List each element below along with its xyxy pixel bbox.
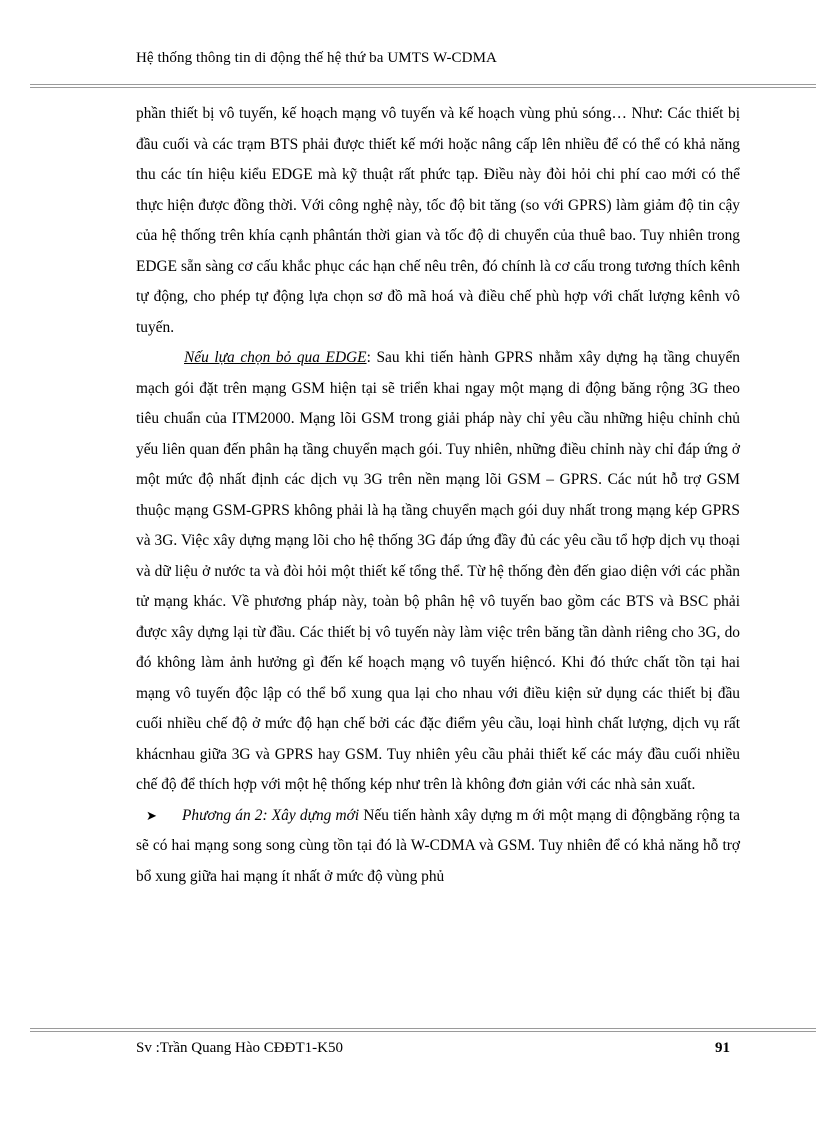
arrowhead-bullet-icon: ➤ bbox=[146, 807, 157, 823]
paragraph-3-lead: Phương án 2: Xây dựng mới bbox=[182, 806, 360, 824]
paragraph-2 bbox=[136, 343, 740, 801]
paragraph-2-lead: Nếu lựa chọn bỏ qua EDGE bbox=[184, 349, 367, 366]
paragraph-2-separator: : bbox=[366, 349, 377, 366]
running-header-title: Hệ thống thông tin di động thế hệ thứ ba UMTS W-CDMA bbox=[136, 50, 497, 66]
footer-author: Sv :Trần Quang Hào CĐĐT1-K50 bbox=[136, 1040, 343, 1056]
paragraph-3-text: Nếu tiến hành xây dựng m ới một mạng di độngbăng rộng ta sẽ có hai mạng song song cùng tồn tại đó là W-CDMA và GSM. Tuy nhiên để có khả năng hỗ trợ bổ xung giữa hai mạng ít nhất ở mức độ vùng phủ bbox=[136, 806, 740, 885]
paragraph-1: phần thiết bị vô tuyến, kế hoạch mạng vô tuyến và kế hoạch vùng phủ sóng… Như: Các thiết bị đầu cuối và các trạm BTS phải được thiết kế mới hoặc nâng cấp lên nhiều để có thể có khả năng thu các tín hiệu kiểu EDGE mà kỹ thuật rất phức tạp. Điều này đòi hỏi chi phí cao mới có thể thực hiện được đồng thời. Với công nghệ này, tốc độ bit tăng (so với GPRS) làm giảm độ tin cậy của hệ thống trên khía cạnh phântán thời gian và tốc độ di chuyển của thuê bao. Tuy nhiên trong EDGE sẵn sàng cơ cấu khắc phục các hạn chế nêu trên, đó chính là cơ cấu trong tương thích kênh tự động, cho phép tự động lựa chọn sơ đồ mã hoá và điều chế phù hợp với chất lượng kênh vô tuyến. bbox=[136, 105, 740, 336]
page-number: 91 bbox=[715, 1040, 730, 1056]
footer-divider bbox=[30, 1028, 816, 1032]
paragraph-3 bbox=[136, 801, 740, 893]
page-body bbox=[136, 99, 740, 892]
header-divider bbox=[30, 84, 816, 88]
paragraph-2-text: Sau khi tiến hành GPRS nhằm xây dựng hạ tầng chuyển mạch gói đặt trên mạng GSM hiện tại sẽ triển khai ngay một mạng di động băng rộng 3G theo tiêu chuẩn của ITM2000. Mạng lõi GSM trong giải pháp này chỉ yêu cầu những hiệu chỉnh chủ yếu liên quan đến phân hạ tầng chuyển mạch gói. Tuy nhiên, những điều chỉnh này chỉ đáp ứng ở một mức độ nhất định các dịch vụ 3G trên nền mạng lõi GSM – GPRS. Các nút hỗ trợ GSM thuộc mạng GSM-GPRS không phải là hạ tầng chuyển mạch gói duy nhất trong mạng kép GPRS và 3G. Việc xây dựng mạng lõi cho hệ thống 3G đáp ứng đầy đủ các yêu cầu tổ hợp dịch vụ thoại và dữ liệu ở nước ta và đòi hỏi một thiết kế tổng thể. Từ hệ thống đèn đến giao diện với các phần tử mạng khác. Về phương pháp này, toàn bộ phân hệ vô tuyến bao gồm các BTS và BSC phải được xây dựng lại từ đầu. Các thiết bị vô tuyến này làm việc trên băng tần dành riêng cho 3G, do đó không làm ảnh hưởng gì đến kế hoạch mạng vô tuyến hiệncó. Khi đó thức chất tồn tại hai mạng vô tuyến độc lập có thể bổ xung qua lại cho nhau với điều kiện sử dụng các thiết bị đầu cuối nhiều chế độ ở mức độ hạn chế bởi các đặc điểm yêu cầu, loại hình chất lượng, dịch vụ rất khácnhau giữa 3G và GPRS hay GSM. Tuy nhiên yêu cầu phải thiết kế các máy đầu cuối nhiều chế độ để thích hợp với một hệ thống kép như trên là không đơn giản với các nhà sản xuất. bbox=[136, 349, 740, 793]
